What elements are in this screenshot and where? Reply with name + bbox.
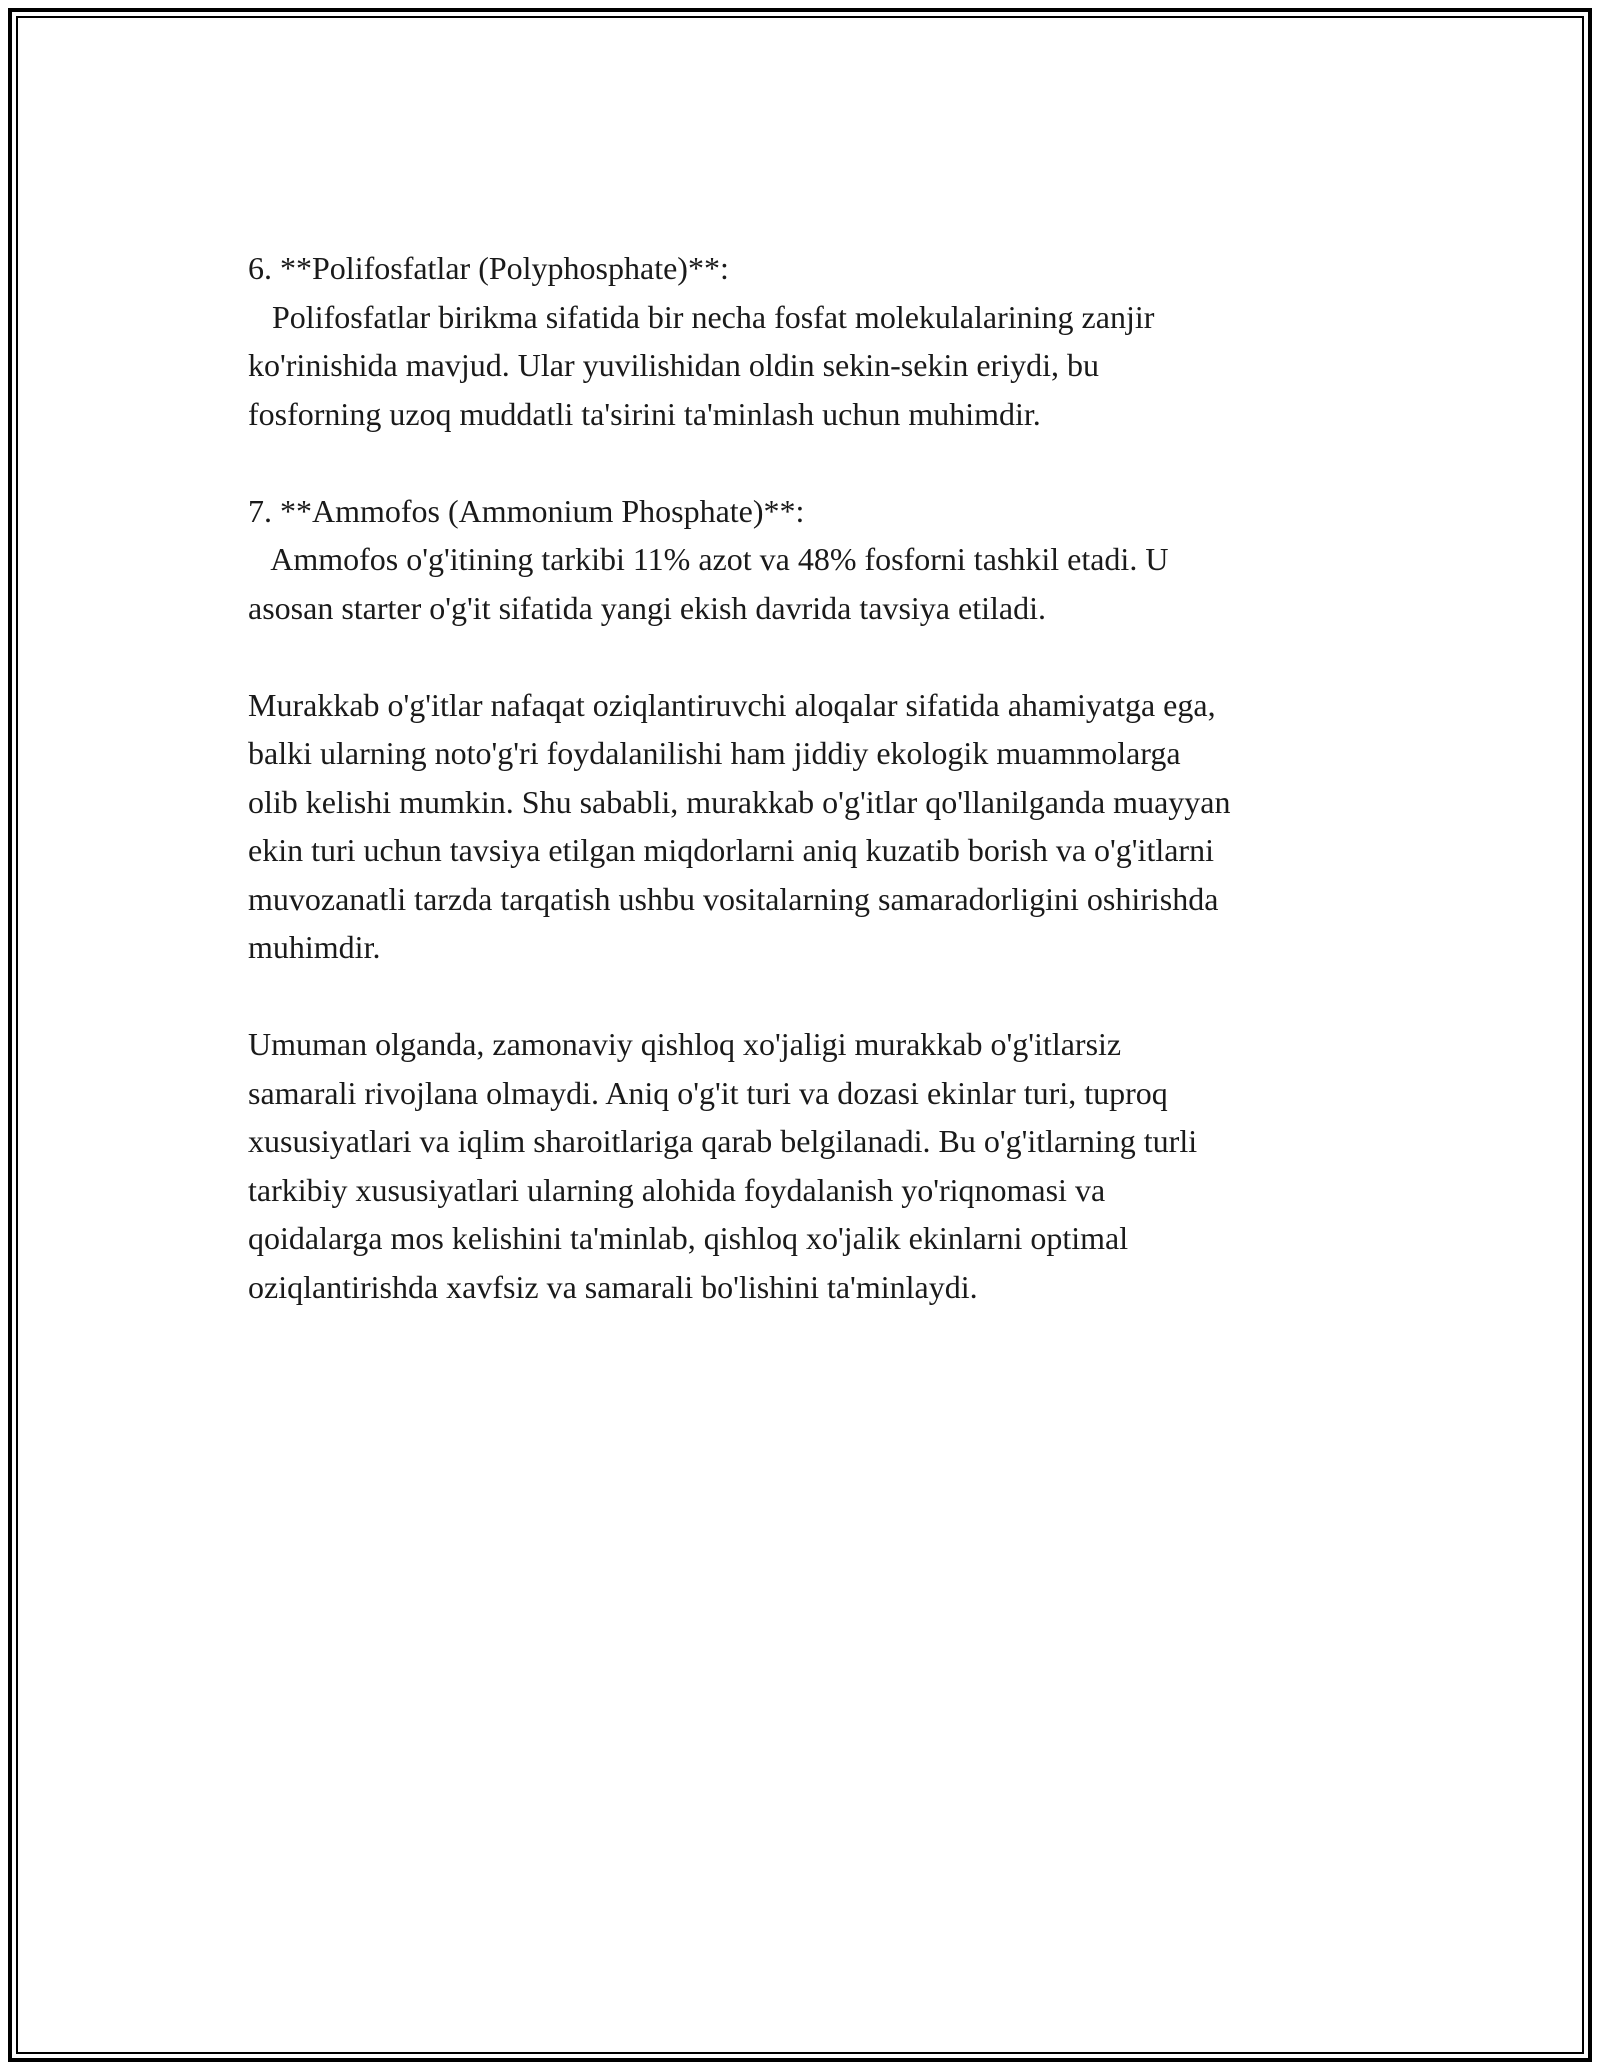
- paragraph-conclusion: [248, 1020, 1388, 1311]
- text-line: asosan starter o'g'it sifatida yangi ekish davrida tavsiya etiladi.: [248, 589, 1046, 626]
- text-line: tarkibiy xususiyatlari ularning alohida foydalanish yo'riqnomasi va: [248, 1171, 1106, 1208]
- text-line: Polifosfatlar birikma sifatida bir necha fosfat molekulalarining zanjir: [248, 298, 1155, 335]
- page-frame: [8, 8, 1592, 2062]
- text-line: Murakkab o'g'itlar nafaqat oziqlantiruvchi aloqalar sifatida ahamiyatga ega,: [248, 686, 1216, 723]
- text-line: balki ularning noto'g'ri foydalanilishi ham jiddiy ekologik muammolarga: [248, 735, 1181, 771]
- section-ammonium-phosphate: [248, 487, 1388, 633]
- text-line: Ammofos o'g'itining tarkibi 11% azot va 48% fosforni tashkil etadi. U: [248, 541, 1169, 577]
- document-body: [248, 244, 1388, 1311]
- text-line: olib kelishi mumkin. Shu sababli, murakkab o'g'itlar qo'llanilganda muayyan: [248, 783, 1231, 820]
- text-line: qoidalarga mos kelishini ta'minlab, qishloq xo'jalik ekinlarni optimal: [248, 1220, 1129, 1256]
- section-polyphosphate: [248, 244, 1388, 438]
- text-line: xususiyatlari va iqlim sharoitlariga qarab belgilanadi. Bu o'g'itlarning turli: [248, 1123, 1198, 1159]
- section-heading: 6. **Polifosfatlar (Polyphosphate)**:: [248, 250, 729, 286]
- text-line: samarali rivojlana olmaydi. Aniq o'g'it turi va dozasi ekinlar turi, tuproq: [248, 1074, 1168, 1111]
- section-heading: 7. **Ammofos (Ammonium Phosphate)**:: [248, 492, 805, 529]
- text-line: ko'rinishida mavjud. Ular yuvilishidan oldin sekin-sekin eriydi, bu: [248, 347, 1099, 383]
- paragraph-gap: [248, 438, 1388, 487]
- text-line: muhimdir.: [248, 929, 381, 965]
- paragraph-complex-fertilizers: [248, 681, 1388, 972]
- text-line: ekin turi uchun tavsiya etilgan miqdorlarni aniq kuzatib borish va o'g'itlarni: [248, 832, 1214, 868]
- text-line: muvozanatli tarzda tarqatish ushbu vositalarning samaradorligini oshirishda: [248, 880, 1219, 917]
- text-line: fosforning uzoq muddatli ta'sirini ta'minlash uchun muhimdir.: [248, 395, 1041, 432]
- paragraph-gap: [248, 972, 1388, 1021]
- text-line: Umuman olganda, zamonaviy qishloq xo'jaligi murakkab o'g'itlarsiz: [248, 1026, 1122, 1062]
- paragraph-gap: [248, 632, 1388, 681]
- text-line: oziqlantirishda xavfsiz va samarali bo'lishini ta'minlaydi.: [248, 1268, 978, 1305]
